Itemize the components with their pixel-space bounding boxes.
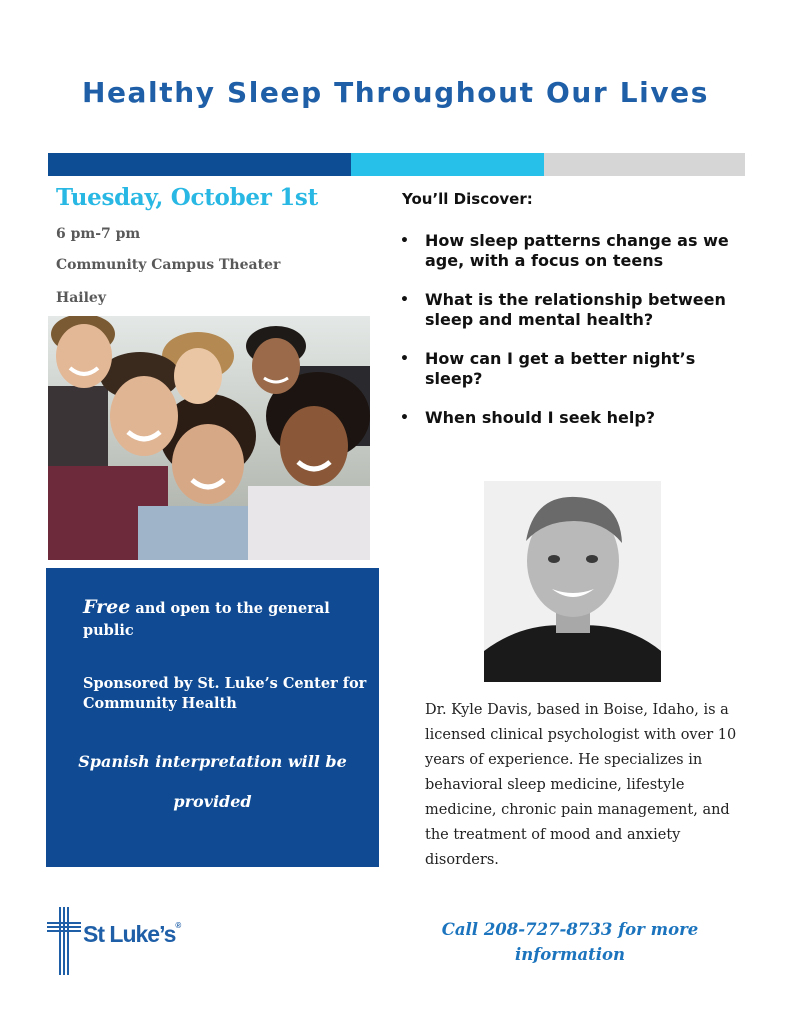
list-item: • What is the relationship between sleep and mental health? (400, 290, 726, 329)
free-emphasis: Free (83, 596, 131, 618)
divider-bar-gray (544, 153, 745, 176)
discover-list (400, 231, 740, 447)
discover-heading: You’ll Discover: (402, 190, 533, 208)
doctor-portrait-photo (484, 481, 661, 682)
bullet-icon: • (400, 410, 409, 426)
event-town: Hailey (56, 290, 106, 306)
teens-group-photo (48, 316, 370, 560)
bullet-icon: • (400, 292, 409, 308)
event-date: Tuesday, October 1st (56, 184, 318, 211)
info-box (46, 568, 379, 867)
list-item: • How can I get a better night’s sleep? (400, 349, 696, 388)
event-time: 6 pm-7 pm (56, 226, 141, 242)
free-rest: and open to the general public (83, 600, 330, 639)
list-item: • How sleep patterns change as we age, with a focus on teens (400, 231, 729, 270)
free-admission-text (83, 596, 363, 642)
sponsor-text: Sponsored by St. Luke’s Center for Community Health (83, 675, 367, 712)
registered-mark: ® (175, 921, 181, 930)
spanish-interpretation-text: Spanish interpretation will be provided (78, 752, 347, 811)
call-for-info: Call 208-727-8733 for more information (441, 920, 699, 964)
bullet-icon: • (400, 351, 409, 367)
divider-bar-cyan (351, 153, 544, 176)
divider-bar-navy (48, 153, 351, 176)
doctor-bio: Dr. Kyle Davis, based in Boise, Idaho, is a licensed clinical psychologist with over 10 years of experience. He specializes in behavioral sleep medicine, lifestyle medicine, chronic pain management, and the treatment of mood and anxiety disorders. (425, 702, 737, 868)
logo-name: St Luke’s (83, 921, 176, 947)
cross-logo-icon (47, 907, 81, 975)
event-venue: Community Campus Theater (56, 257, 281, 273)
bullet-icon: • (400, 233, 409, 249)
list-item: • When should I seek help? (400, 408, 656, 427)
flyer-title: Healthy Sleep Throughout Our Lives (81, 76, 710, 109)
st-lukes-logo (47, 907, 207, 975)
